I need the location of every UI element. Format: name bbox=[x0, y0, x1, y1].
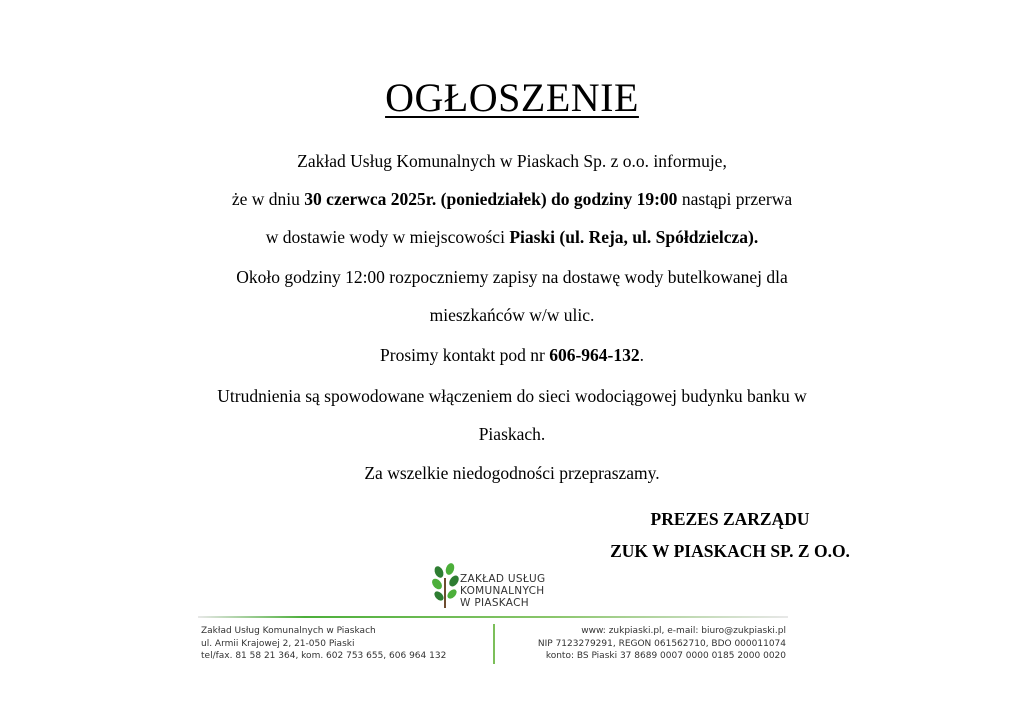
body-line-3-pre: w dostawie wody w miejscowości bbox=[265, 227, 510, 247]
outage-date: 30 czerwca 2025r. (poniedziałek) do godziny 19:00 bbox=[304, 189, 678, 209]
signature-title: PREZES ZARZĄDU bbox=[650, 509, 810, 529]
body-line-6 bbox=[0, 345, 1024, 366]
footer-address bbox=[201, 625, 446, 663]
outage-location: Piaski (ul. Reja, ul. Spółdzielcza). bbox=[509, 227, 759, 247]
footer-right-line: konto: BS Piaski 37 8689 0007 0000 0185 2000 0020 bbox=[545, 651, 786, 661]
page-title: OGŁOSZENIE bbox=[385, 75, 639, 120]
signature-company: ZUK W PIASKACH SP. Z O.O. bbox=[610, 541, 850, 561]
body-line-6-post: . bbox=[639, 345, 644, 365]
logo-line-2: KOMUNALNYCH bbox=[460, 585, 545, 597]
body-line-4: Około godziny 12:00 rozpoczniemy zapisy na dostawę wody butelkowanej dla bbox=[236, 267, 788, 287]
footer-left-line: ul. Armii Krajowej 2, 21-050 Piaski bbox=[201, 638, 355, 649]
body-line-2 bbox=[0, 189, 1024, 210]
footer-right-line: NIP 7123279291, REGON 061562710, BDO 000011074 bbox=[537, 638, 786, 649]
body-line-1: Zakład Usług Komunalnych w Piaskach Sp. z o.o. informuje, bbox=[297, 151, 727, 171]
body-line-9: Za wszelkie niedogodności przepraszamy. bbox=[364, 463, 660, 483]
footer-rule bbox=[198, 616, 788, 618]
footer-left-line: Zakład Usług Komunalnych w Piaskach bbox=[201, 626, 376, 636]
logo-wordmark bbox=[460, 573, 545, 609]
body-line-3 bbox=[0, 227, 1024, 248]
logo-line-3: W PIASKACH bbox=[460, 597, 529, 609]
tree-icon bbox=[432, 562, 461, 608]
footer-right-line: www: zukpiaski.pl, e-mail: biuro@zukpiaski.pl bbox=[581, 626, 786, 636]
body-line-6-pre: Prosimy kontakt pod nr bbox=[380, 345, 550, 365]
body-line-5: mieszkańców w/w ulic. bbox=[429, 305, 595, 325]
body-line-8: Piaskach. bbox=[478, 424, 546, 444]
body-line-7: Utrudnienia są spowodowane włączeniem do sieci wodociągowej budynku banku w bbox=[217, 386, 807, 406]
contact-number: 606-964-132 bbox=[549, 345, 640, 365]
footer-left-line: tel/fax. 81 58 21 364, kom. 602 753 655, 606 964 132 bbox=[201, 651, 447, 661]
footer-divider bbox=[493, 624, 495, 664]
body-line-2-pre: że w dniu bbox=[231, 189, 305, 209]
body-line-2-post: nastąpi przerwa bbox=[677, 189, 793, 209]
logo-line-1: ZAKŁAD USŁUG bbox=[460, 573, 546, 585]
footer-contact bbox=[538, 625, 786, 663]
